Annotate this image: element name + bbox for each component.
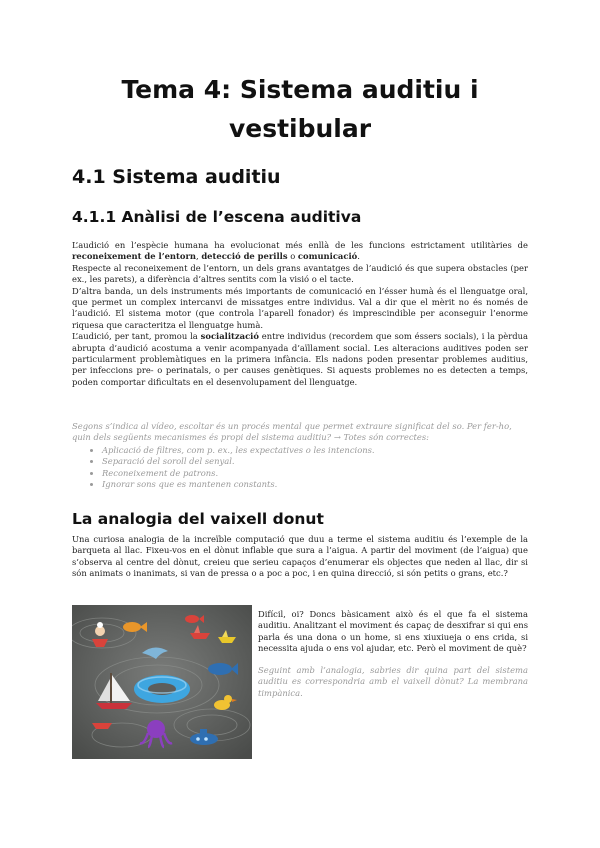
keyword-socialitzacio: socialització (200, 331, 259, 342)
subsection-heading: 4.1.1 Anàlisi de l’escena auditiva (72, 208, 362, 226)
intro-paragraph-1: L’audició en l’espècie humana ha evolucionat més enllà de les funcions estrictament utilitàries de reconeixement de l’entorn, detecció de perills o comunicació. (72, 240, 528, 262)
quiz-question: Segons s’indica al vídeo, escoltar és un procés mental que permet extraure significat del so. Per fer-ho, quin dels següents mecanismes és propi del sistema auditiu? → Totes són correctes: (72, 421, 512, 443)
keyword-entorn: reconeixement de l’entorn (72, 251, 196, 262)
section-heading: 4.1 Sistema auditiu (72, 166, 281, 188)
quiz-item: • Separació del soroll del senyal. (102, 456, 528, 467)
intro-text (72, 240, 528, 388)
intro-paragraph-2: Respecte al reconeixement de l’entorn, un dels grans avantatges de l’audició és que supera obstacles (per ex., les parets), a diferència d’altres sentits com la visió o el tacte. (72, 262, 528, 285)
keyword-comunicacio: comunicació (297, 251, 358, 262)
analogy-right-paragraph: Difícil, oi? Doncs bàsicament això és el que fa el sistema auditiu. Analitzant el moviment és capaç de desxifrar si qui ens parla és una dona o un home, si ens xiuxiueja o ens crida, si necessita ajuda o ens vol ajudar, etc. Però el moviment de què? (258, 609, 528, 654)
title-line-1: Tema 4: Sistema auditiu i (121, 75, 479, 104)
quiz-list (72, 445, 528, 491)
lake-illustration (72, 605, 252, 759)
quiz-item: • Aplicació de filtres, com p. ex., les expectatives o les intencions. (102, 445, 528, 456)
analogy-heading: La analogia del vaixell donut (72, 510, 324, 528)
page-title (60, 70, 540, 148)
quiz-item: • Ignorar sons que es mantenen constants. (102, 479, 528, 490)
quiz-item: • Reconeixement de patrons. (102, 468, 528, 479)
title-line-2: vestibular (228, 114, 372, 143)
quiz-block (72, 421, 528, 490)
intro-paragraph-4: L’audició, per tant, promou la socialització entre individus (recordem que som éssers socials), i la pèrdua abrupta d’audició acostuma a venir acompanyada d’aïllament social. Les alteracions auditives poden ser particularment problemàtiques en la primera infància. Els nadons poden presentar problemes auditius, per infeccions pre- o perinatals, o per causes genètiques. Si aquests problemes no es detecten a temps, poden comportar dificultats en el desenvolupament del llenguatge. (72, 331, 528, 387)
lake-illustration-svg (72, 605, 252, 759)
analogy-text (72, 534, 528, 580)
analogy-answer: Seguint amb l’analogia, sabries dir quina part del sistema auditiu es correspondria amb el vaixell dònut? La membrana timpànica. (258, 665, 528, 698)
keyword-perills: detecció de perills (201, 251, 288, 262)
analogy-paragraph: Una curiosa analogia de la increïble computació que duu a terme el sistema auditiu és l’exemple de la barqueta al llac. Fixeu-vos en el dònut inflable que sura a l’aigua. A partir del moviment (de l’aigua) que s’observa al centre del dònut, creieu que serieu capaços d’enumerar els objectes que neden al llac, dir si són animats o inanimats, si van de pressa o a poc a poc, i en quina direcció, si són petits o grans, etc.? (72, 534, 528, 579)
intro-paragraph-3: D’altra banda, un dels instruments més importants de comunicació en l’ésser humà és el llenguatge oral, que permet un complex intercanvi de missatges entre individus. Val a dir que el mèrit no és només de l’audició. El sistema motor (que controla l’aparell fonador) és imprescindible per aconseguir l’enorme riquesa que caracteritza el llenguatge humà. (72, 285, 528, 330)
donut-float (134, 675, 190, 703)
